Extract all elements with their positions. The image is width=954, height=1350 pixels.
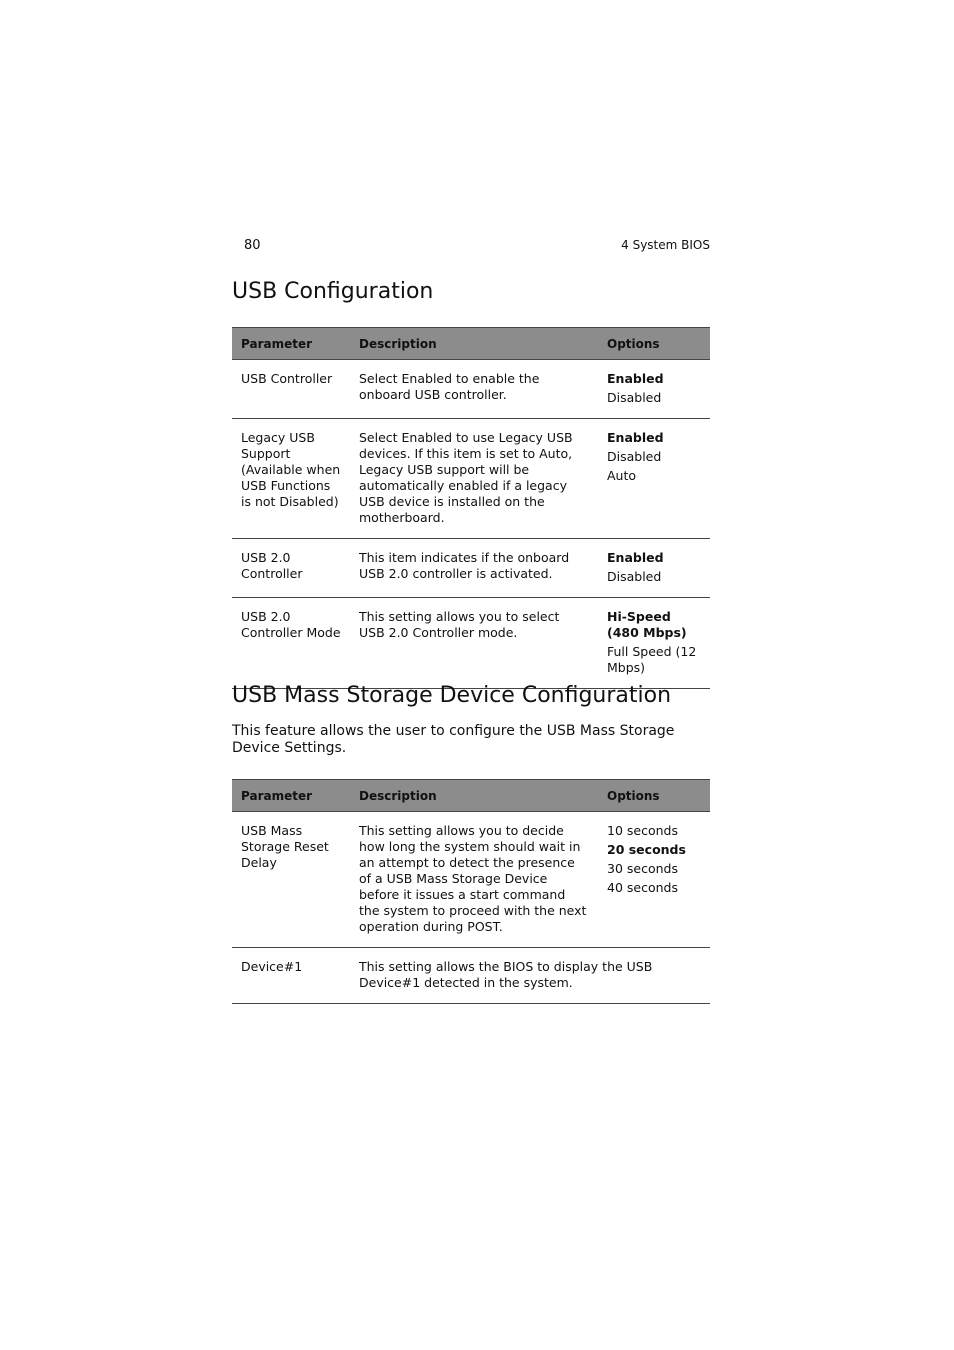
- column-header-description: Description: [350, 780, 598, 812]
- option: 10 seconds: [607, 823, 678, 838]
- table-row: [232, 419, 710, 539]
- table-row: [232, 812, 710, 948]
- table-row: [232, 360, 710, 419]
- chapter-label: 4 System BIOS: [621, 238, 710, 252]
- column-header-options: Options: [598, 328, 710, 360]
- description-cell: This setting allows you to select USB 2.0 Controller mode.: [350, 598, 598, 689]
- parameter-cell: Device#1: [232, 948, 350, 1004]
- table-header-row: [232, 780, 710, 812]
- option: Auto: [607, 468, 637, 483]
- page-number: 80: [244, 238, 261, 253]
- parameter-cell: Legacy USB Support (Available when USB Functions is not Disabled): [232, 419, 350, 539]
- options-cell: [598, 360, 710, 419]
- description-cell: This setting allows you to decide how long the system should wait in an attempt to detect the presence of a USB Mass Storage Device before it issues a start command the system to proceed with the next operation during POST.: [350, 812, 598, 948]
- option: 40 seconds: [607, 880, 678, 895]
- option: Disabled: [607, 390, 662, 405]
- table-row: [232, 539, 710, 598]
- column-header-description: Description: [350, 328, 598, 360]
- option-default: Enabled: [607, 430, 664, 445]
- usb-mass-storage-table: [232, 779, 710, 1004]
- options-cell: [598, 598, 710, 689]
- column-header-options: Options: [598, 780, 710, 812]
- parameter-cell: USB Controller: [232, 360, 350, 419]
- description-cell: Select Enabled to enable the onboard USB controller.: [350, 360, 598, 419]
- table-row: [232, 598, 710, 689]
- description-cell: This setting allows the BIOS to display the USB Device#1 detected in the system.: [350, 948, 710, 1004]
- parameter-cell: USB 2.0 Controller Mode: [232, 598, 350, 689]
- parameter-cell: USB 2.0 Controller: [232, 539, 350, 598]
- description-cell: Select Enabled to use Legacy USB devices. If this item is set to Auto, Legacy USB support will be automatically enabled if a legacy USB device is installed on the motherboard.: [350, 419, 598, 539]
- option: Full Speed (12 Mbps): [607, 644, 697, 675]
- options-cell: [598, 812, 710, 948]
- option-default: Enabled: [607, 371, 664, 386]
- parameter-cell: USB Mass Storage Reset Delay: [232, 812, 350, 948]
- option: Disabled: [607, 569, 662, 584]
- option-default: Hi-Speed (480 Mbps): [607, 609, 687, 640]
- option: Disabled: [607, 449, 662, 464]
- option: 30 seconds: [607, 861, 678, 876]
- description-cell: This item indicates if the onboard USB 2.0 controller is activated.: [350, 539, 598, 598]
- usb-configuration-table: [232, 327, 710, 689]
- table-row: [232, 948, 710, 1004]
- column-header-parameter: Parameter: [232, 780, 350, 812]
- column-header-parameter: Parameter: [232, 328, 350, 360]
- options-cell: [598, 539, 710, 598]
- section-title-usb-mass-storage: USB Mass Storage Device Configuration: [232, 683, 672, 708]
- section-title-usb-configuration: USB Configuration: [232, 279, 434, 304]
- table-header-row: [232, 328, 710, 360]
- option-default: 20 seconds: [607, 842, 686, 857]
- option-default: Enabled: [607, 550, 664, 565]
- options-cell: [598, 419, 710, 539]
- section-intro: This feature allows the user to configure the USB Mass Storage Device Settings.: [232, 723, 675, 756]
